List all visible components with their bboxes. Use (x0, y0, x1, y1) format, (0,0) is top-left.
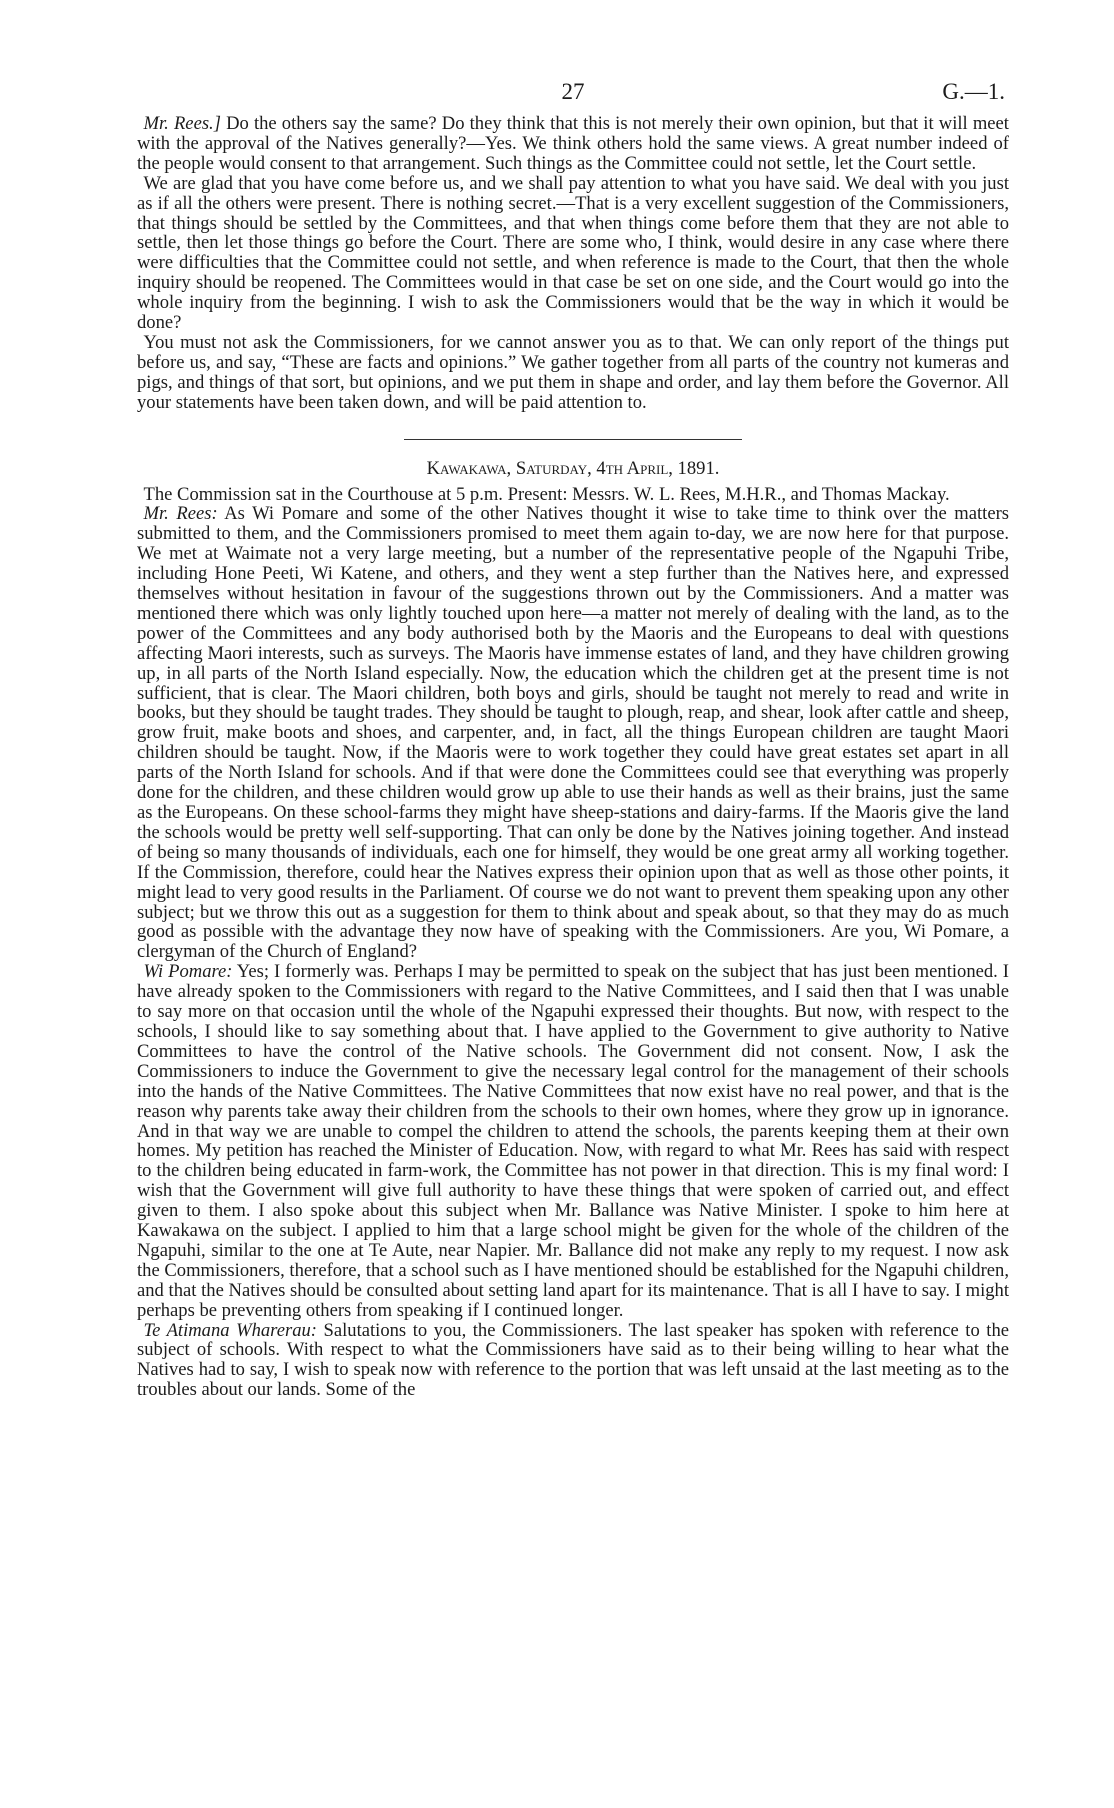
speaker-name: Mr. Rees.] (143, 113, 221, 134)
page-number: 27 (561, 79, 585, 104)
paragraph-wharerau (137, 1321, 1009, 1401)
paragraph-text: As Wi Pomare and some of the other Natives thought it wise to take time to think over the matters submitted to them, and the Commissioners promised to meet them again to-day, we are now here for that purpose. We met at Waimate not a very large meeting, but a number of the representative people of the Ngapuhi Tribe, including Hone Peeti, Wi Katene, and others, and they went a step further than the Natives here, and expressed themselves without hesitation in favour of the suggestions thrown out by the Commissioners. And a matter was mentioned there which was only lightly touched upon here—a matter not merely of dealing with the land, as to the power of the Committees and any body authorised both by the Maoris and the Europeans to deal with questions affecting Maori interests, such as surveys. The Maoris have immense estates of land, and they have children growing up, in all parts of the North Island especially. Now, the education which the children get at the present time is not sufficient, that is clear. The Maori children, both boys and girls, should be taught not merely to read and write in books, but they should be taught trades. They should be taught to plough, reap, and shear, look after cattle and sheep, grow fruit, make boots and shoes, and carpenter, and, in fact, all the things European children are taught Maori children should be taught. Now, if the Maoris were to work together they could have great estates set apart in all parts of the North Island for schools. And if that were done the Committees could see that everything was properly done for the children, and these children would grow up able to use their hands as well as their brains, just the same as the Europeans. On these school-farms they might have sheep-stations and dairy-farms. If the Maoris give the land the schools would be pretty well self-supporting. That can only be done by the Natives joining together. And instead of being so many thousands of individuals, each one for himself, they would be one great army all working together. If the Commission, therefore, could hear the Natives express their opinion upon that as well as those other points, it might lead to very good results in the Parliament. Of course we do not want to prevent them speaking upon any other subject; but we throw this out as a suggestion for them to think about and speak about, so that they may do as much good as possible with the advantage they now have of speaking with the Commissioners. Are you, Wi Pomare, a clergyman of the Church of England? (137, 503, 1009, 963)
speaker-name: Wi Pomare: (143, 961, 233, 983)
paragraph-text: Yes; I formerly was. Perhaps I may be permitted to speak on the subject that has just been mentioned. I have already spoken to the Commissioners with regard to the Native Committees, and I said then that I was unable to say more on that occasion until the whole of the Ngapuhi expressed their thoughts. But now, with respect to the schools, I should like to say something about that. I have applied to the Government to give authority to Native Committees to have the control of the Native schools. The Government did not consent. Now, I ask the Commissioners to induce the Government to give the necessary legal control for the management of their schools into the hands of the Native Committees. The Native Committees that now exist have no real power, and that is the reason why parents take away their children from the schools to their own homes, where they grow up in ignorance. And in that way we are unable to compel the children to attend the schools, the parents keeping them at their own homes. My petition has reached the Minister of Education. Now, with regard to what Mr. Rees has said with respect to the children being educated in farm-work, the Committee has not power in that direction. This is my final word: I wish that the Government will give full authority to have these things that were spoken of carried out, and effect given to them. I also spoke about this subject when Mr. Ballance was Native Minister. I spoke to him here at Kawakawa on the subject. I applied to him that a large school might be given for the whole of the children of the Ngapuhi, similar to the one at Te Aute, near Napier. Mr. Ballance did not make any reply to my request. I now ask the Commissioners, therefore, that a school such as I have mentioned should be established for the Ngapuhi children, and that the Natives should be consulted about setting land apart for its maintenance. That is all I have to say. I might perhaps be preventing others from speaking if I continued longer. (137, 961, 1009, 1321)
document-reference: G.—1. (942, 79, 1005, 104)
paragraph-text: Salutations to you, the Commissioners. The last speaker has spoken with reference to the subject of schools. With respect to what the Commissioners have said as to their being willing to hear what the Natives had to say, I wish to speak now with reference to the portion that was left unsaid at the last meeting as to the troubles about our lands. Some of the (137, 1319, 1009, 1401)
section-divider (404, 439, 742, 440)
speaker-name: Mr. Rees: (143, 503, 218, 525)
page-header (137, 79, 1009, 114)
paragraph-rees-question (137, 114, 1009, 174)
section-heading: Kawakawa, Saturday, 4th April, 1891. (426, 457, 720, 479)
paragraph-text: Do the others say the same? Do they think that this is not merely their own opinion, but that it will meet with the approval of the Natives generally?—Yes. We think others hold the same views. A great number indeed of the people would consent to that arrangement. Such things as the Committee could not settle, let the Court settle. (137, 113, 1009, 174)
paragraph-sitting: The Commission sat in the Courthouse at 5 p.m. Present: Messrs. W. L. Rees, M.H.R., and Thomas Mackay. (143, 483, 950, 505)
paragraph-commission-statement: You must not ask the Commissioners, for we cannot answer you as to that. We can only report of the things put before us, and say, “These are facts and opinions.” We gather together from all parts of the country not kumeras and pigs, and things of that sort, but opinions, and we put them in shape and order, and lay them before the Governor. All your statements have been taken down, and will be paid attention to. (137, 331, 1009, 413)
paragraph-rees-address (137, 504, 1009, 962)
paragraph-commission-reply: We are glad that you have come before us, and we shall pay attention to what you have said. We deal with you just as if all the others were present. There is nothing secret.—That is a very excellent suggestion of the Commissioners, that things should be settled by the Committees, and that when things come before them that they are not able to settle, then let those things go before the Court. There are some who, I think, would desire in any case where there were difficulties that the Committee could not settle, and when reference is made to the Court, that then the whole inquiry should be reopened. The Committees would in that case be set on one side, and the Court would go into the whole inquiry from the beginning. I wish to ask the Commissioners would that be the way in which it would be done? (137, 172, 1009, 334)
paragraph-pomare-reply (137, 962, 1009, 1320)
speaker-name: Te Atimana Wharerau: (143, 1319, 318, 1341)
